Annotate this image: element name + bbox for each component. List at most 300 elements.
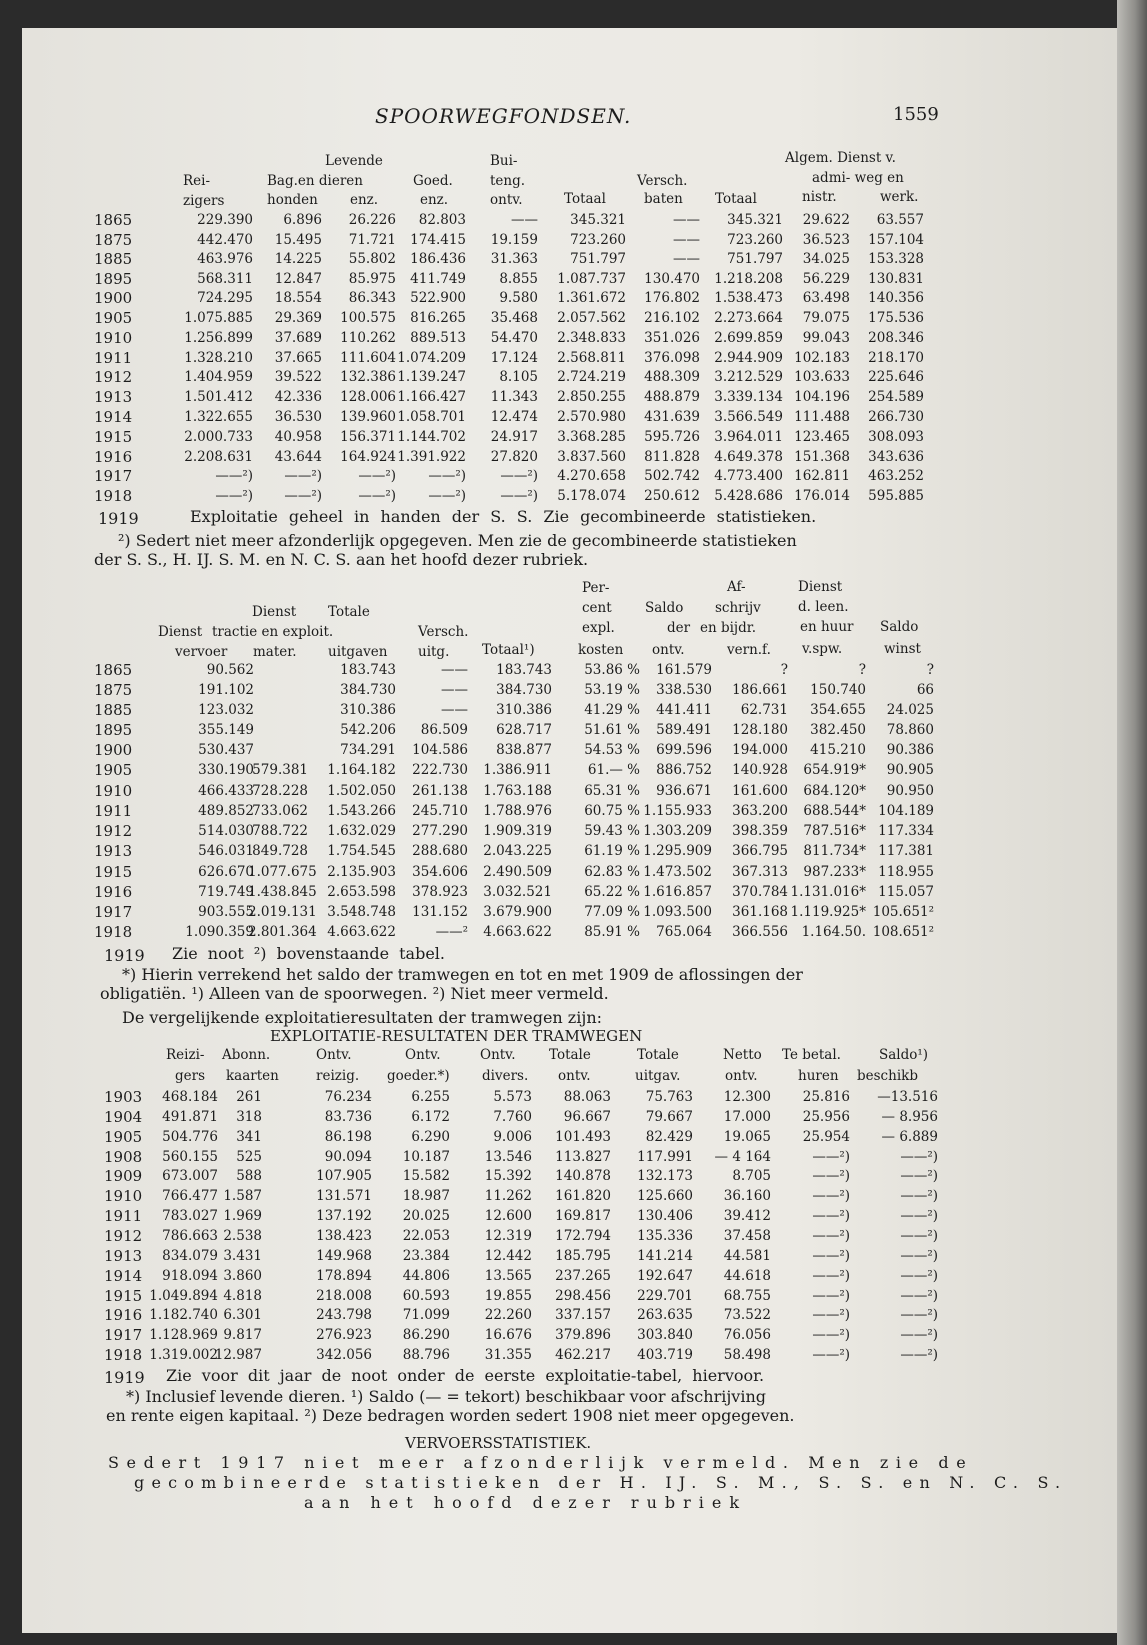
t3-h-tebetal: Te betal. (782, 1047, 841, 1063)
table2-cell: 1900 (94, 741, 133, 759)
table1-cell: 345.321 (570, 212, 626, 228)
table2-cell: 688.544* (803, 803, 866, 819)
table1-cell: 8.855 (499, 271, 538, 287)
table3-cell: 36.160 (723, 1188, 771, 1204)
table2-cell: 194.000 (732, 742, 788, 758)
table3-cell: 9.006 (493, 1129, 532, 1145)
table3-cell: 58.498 (723, 1347, 771, 1363)
table2-cell: 1910 (94, 782, 133, 800)
table1-cell: —— (673, 212, 700, 228)
table3-cell: 276.923 (316, 1327, 372, 1343)
table1-cell: 2.944.909 (714, 350, 783, 366)
table2-cell: ? (780, 662, 788, 678)
table1-cell: ——²) (500, 488, 538, 504)
table3-cell: 1913 (104, 1247, 143, 1265)
table3-cell: 588 (236, 1168, 262, 1184)
table3-cell: 2.538 (223, 1228, 262, 1244)
t1-h-werk: werk. (880, 189, 919, 205)
table3-cell: 237.265 (555, 1268, 611, 1284)
table1-cell: 111.488 (794, 409, 850, 425)
running-title: SPOORWEGFONDSEN. (375, 104, 632, 128)
table1-cell: 488.309 (644, 369, 700, 385)
table2-cell: 131.152 (412, 904, 468, 920)
table3-cell: 318 (236, 1109, 262, 1125)
t2-h-enbijdr: en bijdr. (700, 620, 757, 636)
page-number: 1559 (893, 104, 939, 125)
t3-h-ontv1: Ontv. (316, 1047, 352, 1063)
table3-cell: 6.301 (223, 1307, 262, 1323)
table2-cell: 733.062 (252, 803, 308, 819)
table3-cell: 218.008 (316, 1288, 372, 1304)
table1-cell: 343.636 (868, 449, 924, 465)
t1-h-zigers: zigers (183, 193, 225, 209)
table2-cell: ? (926, 662, 934, 678)
table3-cell: 1.319.002 (149, 1347, 218, 1363)
t1-h-ontv: ontv. (490, 192, 523, 208)
table3-cell: 1905 (104, 1128, 143, 1146)
table2-cell: 787.516* (803, 823, 866, 839)
table3-cell: 192.647 (637, 1268, 693, 1284)
table2-cell: 546.031 (198, 843, 254, 859)
t1-h-totaal2: Totaal (715, 191, 757, 207)
t3-h-beschikb: beschikb (857, 1068, 918, 1084)
t1-h-versch: Versch. (637, 173, 688, 189)
table2-cell: 849.728 (252, 843, 308, 859)
table1-cell: 34.025 (802, 251, 850, 267)
table1-cell: 2.000.733 (184, 429, 253, 445)
table2-cell: 530.437 (198, 742, 254, 758)
table1-cell: 176.802 (644, 290, 700, 306)
t2-h-enhuur: en huur (800, 619, 854, 635)
table2-cell: 3.548.748 (327, 904, 396, 920)
t2-h-saldo2: Saldo (880, 619, 919, 635)
table2-cell: 384.730 (496, 682, 552, 698)
table1-cell: 266.730 (868, 409, 924, 425)
table1-cell: 442.470 (197, 232, 253, 248)
table3-cell: 1909 (104, 1167, 143, 1185)
t3-h-reizi: Reizi- (166, 1047, 205, 1063)
table3-cell: 783.027 (162, 1208, 218, 1224)
table3-cell: 918.094 (162, 1268, 218, 1284)
table2-cell: 1911 (94, 802, 133, 820)
t1-h-levende: Levende (325, 153, 383, 169)
t3-h-ontv4: ontv. (725, 1068, 758, 1084)
t3-h-gers: gers (175, 1068, 206, 1084)
table3-cell: 25.956 (802, 1109, 850, 1125)
table3-cell: 6.172 (411, 1109, 450, 1125)
t2-h-kosten: kosten (578, 642, 624, 658)
table1-cell: 29.622 (802, 212, 850, 228)
table2-cell: 354.606 (412, 864, 468, 880)
table2-cell: 378.923 (412, 884, 468, 900)
table3-cell: 229.701 (637, 1288, 693, 1304)
table3-cell: ——²) (900, 1288, 938, 1304)
table1-cell: 5.428.686 (714, 488, 783, 504)
table2-cell: 1.119.925* (790, 904, 866, 920)
table1-cell: 3.368.285 (557, 429, 626, 445)
table2-cell: 85.91 % (584, 924, 640, 940)
table3-cell: —13.516 (877, 1089, 938, 1105)
table3-cell: 19.065 (723, 1129, 771, 1145)
table3-cell: 1911 (104, 1207, 143, 1225)
table1-cell: 1914 (94, 408, 133, 426)
table1-cell: 27.820 (490, 449, 538, 465)
table1-cell: 128.006 (340, 389, 396, 405)
t2-h-vspw: v.spw. (802, 641, 843, 657)
t1-h-admi: admi- weg en (812, 170, 904, 186)
table3-cell: 17.000 (723, 1109, 771, 1125)
table1-cell: 40.958 (274, 429, 322, 445)
table1-cell: 157.104 (868, 232, 924, 248)
table3-cell: 137.192 (316, 1208, 372, 1224)
table2-cell: 370.784 (732, 884, 788, 900)
table1-cell: 723.260 (727, 232, 783, 248)
table2-cell: 734.291 (340, 742, 396, 758)
vervoer-line1: Sedert 1917 niet meer afzonderlijk vermeld. Men zie de (108, 1453, 974, 1472)
table3-cell: 25.954 (802, 1129, 850, 1145)
table2-cell: 514.030 (198, 823, 254, 839)
table3-cell: 9.817 (223, 1327, 262, 1343)
table1-cell: 86.343 (348, 290, 396, 306)
table1-cell: 411.749 (410, 271, 466, 287)
table3-cell: 16.676 (484, 1327, 532, 1343)
table3-cell: 491.871 (162, 1109, 218, 1125)
table3-cell: 185.795 (555, 1248, 611, 1264)
table2-cell: 361.168 (732, 904, 788, 920)
t1-h-bui: Bui- (490, 153, 518, 169)
table1-cell: 254.589 (868, 389, 924, 405)
table3-cell: 13.565 (484, 1268, 532, 1284)
table1-cell: 1865 (94, 211, 133, 229)
table2-cell: 1.788.976 (483, 803, 552, 819)
table3-cell: 44.581 (723, 1248, 771, 1264)
table1-cell: 174.415 (410, 232, 466, 248)
table3-cell: 786.663 (162, 1228, 218, 1244)
table1-cell: 19.159 (490, 232, 538, 248)
table3-cell: 5.573 (493, 1089, 532, 1105)
table3-cell: ——²) (900, 1228, 938, 1244)
table2-cell: 1.386.911 (483, 762, 552, 778)
table1-cell: 3.566.549 (714, 409, 783, 425)
table3-cell: 25.816 (802, 1089, 850, 1105)
table3-cell: 504.776 (162, 1129, 218, 1145)
table1-cell: 431.639 (644, 409, 700, 425)
table2-cell: 104.586 (412, 742, 468, 758)
table3-cell: 8.705 (732, 1168, 771, 1184)
table3-cell: ——²) (900, 1307, 938, 1323)
table1-cell: 1895 (94, 270, 133, 288)
table2-cell: 90.950 (886, 783, 934, 799)
table3-cell: ——²) (812, 1268, 850, 1284)
table1-cell: 724.295 (197, 290, 253, 306)
table1-cell: —— (673, 232, 700, 248)
table2-cell: 1912 (94, 822, 133, 840)
table3-cell: 834.079 (162, 1248, 218, 1264)
t1-h-algem: Algem. Dienst v. (785, 150, 896, 166)
table2-cell: 1.438.845 (248, 884, 317, 900)
vervoer-title: VERVOERSSTATISTIEK. (405, 1434, 592, 1452)
table3-cell: 132.173 (637, 1168, 693, 1184)
table1-cell: 216.102 (644, 310, 700, 326)
t2-h-schrijv: schrijv (715, 600, 761, 616)
table3-cell: 39.412 (723, 1208, 771, 1224)
table2-cell: 654.919* (803, 762, 866, 778)
table1-cell: 35.468 (490, 310, 538, 326)
table3-cell: 169.817 (555, 1208, 611, 1224)
table3-cell: 44.618 (723, 1268, 771, 1284)
table3-cell: 10.187 (402, 1149, 450, 1165)
table3-cell: 82.429 (645, 1129, 693, 1145)
table3-cell: 1916 (104, 1306, 143, 1324)
table1-cell: 1885 (94, 250, 133, 268)
table2-cell: 288.680 (412, 843, 468, 859)
table2-cell: 4.663.622 (483, 924, 552, 940)
table1-cell: 1.139.247 (397, 369, 466, 385)
table2-cell: 441.411 (656, 702, 712, 718)
table1-cell: 1916 (94, 448, 133, 466)
table2-cell: 128.180 (732, 722, 788, 738)
table3-cell: 462.217 (555, 1347, 611, 1363)
table3-cell: 560.155 (162, 1149, 218, 1165)
table1-cell: 1900 (94, 289, 133, 307)
table3-cell: 4.818 (223, 1288, 262, 1304)
table1-cell: 1.361.672 (557, 290, 626, 306)
t3-note1: *) Inclusief levende dieren. ¹) Saldo (— = tekort) beschikbaar voor afschrijving (126, 1387, 766, 1406)
table1-cell: 345.321 (727, 212, 783, 228)
table1-cell: 1.218.208 (714, 271, 783, 287)
table2-cell: 355.149 (198, 722, 254, 738)
t3-h-netto: Netto (723, 1047, 762, 1063)
table3-cell: 525 (236, 1149, 262, 1165)
table1-cell: 29.369 (274, 310, 322, 326)
table2-cell: 117.381 (878, 843, 934, 859)
table3-cell: ——²) (900, 1248, 938, 1264)
table3-cell: 20.025 (402, 1208, 450, 1224)
table3-cell: 1903 (104, 1088, 143, 1106)
table3-cell: 342.056 (316, 1347, 372, 1363)
table3-cell: 73.522 (723, 1307, 771, 1323)
table3-cell: ——²) (900, 1268, 938, 1284)
table1-cell: 1875 (94, 231, 133, 249)
table1-cell: 488.879 (644, 389, 700, 405)
table2-cell: 4.663.622 (327, 924, 396, 940)
table1-cell: 751.797 (570, 251, 626, 267)
table3-cell: 75.763 (645, 1089, 693, 1105)
table2-cell: 354.655 (810, 702, 866, 718)
table1-cell: 130.831 (868, 271, 924, 287)
table2-cell: 987.233* (803, 864, 866, 880)
table3-cell: 79.667 (645, 1109, 693, 1125)
table3-cell: 113.827 (555, 1149, 611, 1165)
table2-cell: 161.600 (732, 783, 788, 799)
table1-cell: 1.404.959 (184, 369, 253, 385)
table1-cell: 1911 (94, 349, 133, 367)
table2-cell: 78.860 (886, 722, 934, 738)
table2-cell: 366.556 (732, 924, 788, 940)
table1-cell: 11.343 (490, 389, 538, 405)
table3-cell: 379.896 (555, 1327, 611, 1343)
table1-cell: 17.124 (490, 350, 538, 366)
table1-cell: ——²) (500, 468, 538, 484)
table1-cell: 1915 (94, 428, 133, 446)
table3-cell: 6.255 (411, 1089, 450, 1105)
table2-cell: 466.433 (198, 783, 254, 799)
table1-cell: 1.166.427 (397, 389, 466, 405)
table2-cell: 191.102 (198, 682, 254, 698)
t2-h-expl: expl. (582, 620, 615, 636)
table3-cell: ——²) (900, 1347, 938, 1363)
t2-h-cent: cent (582, 600, 612, 616)
t1-h-baten: baten (644, 191, 683, 207)
table1-cell: 2.057.562 (557, 310, 626, 326)
table2-cell: 277.290 (412, 823, 468, 839)
table2-cell: 489.852 (198, 803, 254, 819)
table2-cell: 77.09 % (584, 904, 640, 920)
t1-h-enz1: enz. (350, 192, 379, 208)
table1-cell: ——²) (215, 468, 253, 484)
table1-cell: 3.212.529 (714, 369, 783, 385)
table2-cell: 382.450 (810, 722, 866, 738)
table2-cell: 1.093.500 (643, 904, 712, 920)
table1-cell: 1.074.209 (397, 350, 466, 366)
table1-cell: 71.721 (348, 232, 396, 248)
table2-cell: —— (441, 662, 468, 678)
table2-cell: 59.43 % (584, 823, 640, 839)
table3-cell: 18.987 (402, 1188, 450, 1204)
table3-cell: — 4 164 (714, 1149, 771, 1165)
table3-cell: 22.260 (484, 1307, 532, 1323)
table3-cell: ——²) (812, 1168, 850, 1184)
table2-cell: 65.31 % (584, 783, 640, 799)
table3-cell: 76.056 (723, 1327, 771, 1343)
table3-cell: 90.094 (324, 1149, 372, 1165)
t3-h-totale2: Totale (637, 1047, 679, 1063)
table1-cell: ——²) (284, 468, 322, 484)
table2-cell: 367.313 (732, 864, 788, 880)
t1-note1: ²) Sedert niet meer afzonderlijk opgegeven. Men zie de gecombineerde statistieken (118, 531, 797, 550)
table3-cell: 1915 (104, 1287, 143, 1305)
table1-cell: 103.633 (794, 369, 850, 385)
t3-1919-year: 1919 (104, 1368, 145, 1387)
t2-h-af: Af- (727, 579, 746, 595)
table1-cell: 37.689 (274, 330, 322, 346)
table2-cell: 903.555 (198, 904, 254, 920)
table1-cell: 153.328 (868, 251, 924, 267)
table2-cell: 140.928 (732, 762, 788, 778)
table3-cell: 101.493 (555, 1129, 611, 1145)
table3-cell: 12.600 (484, 1208, 532, 1224)
table3-cell: 1.182.740 (149, 1307, 218, 1323)
table2-cell: 90.386 (886, 742, 934, 758)
table1-cell: 2.724.219 (557, 369, 626, 385)
table2-cell: 150.740 (810, 682, 866, 698)
table1-cell: 156.371 (340, 429, 396, 445)
table2-cell: 53.86 % (584, 662, 640, 678)
table1-cell: 463.252 (868, 468, 924, 484)
table1-cell: 132.386 (340, 369, 396, 385)
t3-title: EXPLOITATIE-RESULTATEN DER TRAMWEGEN (270, 1027, 643, 1045)
table1-cell: 2.570.980 (557, 409, 626, 425)
t3-note2: en rente eigen kapitaal. ²) Deze bedragen worden sedert 1908 niet meer opgegeven. (106, 1406, 795, 1425)
table2-cell: 115.057 (878, 884, 934, 900)
table2-cell: 123.032 (198, 702, 254, 718)
table3-cell: 1.128.969 (149, 1327, 218, 1343)
table2-cell: 589.491 (656, 722, 712, 738)
table3-cell: 22.053 (402, 1228, 450, 1244)
table1-cell: ——²) (428, 468, 466, 484)
table3-cell: ——²) (900, 1149, 938, 1165)
table3-cell: 261 (236, 1089, 262, 1105)
table1-cell: 43.644 (274, 449, 322, 465)
table2-cell: 2.490.509 (483, 864, 552, 880)
table2-cell: 1.164.182 (327, 762, 396, 778)
table1-cell: 14.225 (274, 251, 322, 267)
table2-cell: —— (441, 682, 468, 698)
table2-cell: 366.795 (732, 843, 788, 859)
table1-cell: 39.522 (274, 369, 322, 385)
table1-cell: 123.465 (794, 429, 850, 445)
table3-cell: 1908 (104, 1148, 143, 1166)
table2-cell: 41.29 % (584, 702, 640, 718)
table3-cell: 263.635 (637, 1307, 693, 1323)
table1-cell: 218.170 (868, 350, 924, 366)
table1-cell: 2.208.631 (184, 449, 253, 465)
table2-cell: 117.334 (878, 823, 934, 839)
table2-cell: 161.579 (656, 662, 712, 678)
t3-h-abonn: Abonn. (222, 1047, 271, 1063)
table1-cell: 1913 (94, 388, 133, 406)
t1-1919-text: Exploitatie geheel in handen der S. S. Zie gecombineerde statistieken. (190, 507, 817, 526)
table3-cell: ——²) (812, 1347, 850, 1363)
table3-cell: 60.593 (402, 1288, 450, 1304)
table2-cell: 788.722 (252, 823, 308, 839)
table3-cell: 403.719 (637, 1347, 693, 1363)
table3-cell: 1.969 (223, 1208, 262, 1224)
table3-cell: 766.477 (162, 1188, 218, 1204)
table1-cell: 102.183 (794, 350, 850, 366)
table1-cell: 229.390 (197, 212, 253, 228)
table3-cell: ——²) (812, 1327, 850, 1343)
table1-cell: 42.336 (274, 389, 322, 405)
table3-cell: ——²) (812, 1228, 850, 1244)
table1-cell: 100.575 (340, 310, 396, 326)
table1-cell: 1.501.412 (184, 389, 253, 405)
table3-cell: 138.423 (316, 1228, 372, 1244)
t1-note2: der S. S., H. IJ. S. M. en N. C. S. aan het hoofd dezer rubriek. (94, 550, 589, 569)
table3-cell: ——²) (812, 1248, 850, 1264)
table3-cell: 12.319 (484, 1228, 532, 1244)
table1-cell: 12.474 (490, 409, 538, 425)
table1-cell: 4.773.400 (714, 468, 783, 484)
t2-h-per: Per- (582, 580, 610, 596)
t3-h-totale1: Totale (549, 1047, 591, 1063)
t3-h-reizig: reizig. (316, 1068, 360, 1084)
table3-cell: ——²) (812, 1307, 850, 1323)
table1-cell: 54.470 (490, 330, 538, 346)
table3-cell: 83.736 (324, 1109, 372, 1125)
t3-h-kaarten: kaarten (226, 1068, 279, 1084)
table2-cell: ? (858, 662, 866, 678)
table2-cell: 222.730 (412, 762, 468, 778)
t1-h-nistr: nistr. (802, 189, 837, 205)
table2-cell: 1865 (94, 661, 133, 679)
table1-cell: 889.513 (410, 330, 466, 346)
table2-cell: 66 (916, 682, 934, 698)
t2-h-tractie: tractie en exploit. (212, 624, 334, 640)
t2-h-totale: Totale (328, 604, 370, 620)
table3-cell: 44.806 (402, 1268, 450, 1284)
table1-cell: ——²) (358, 488, 396, 504)
